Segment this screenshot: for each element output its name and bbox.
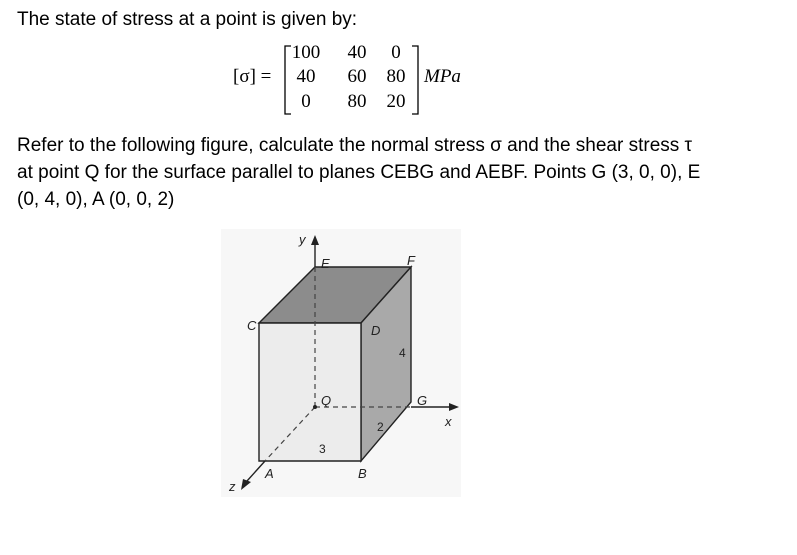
- problem-line: at point Q for the surface parallel to planes CEBG and AEBF. Points G (3, 0, 0), E: [17, 162, 701, 183]
- dimension-width-label: 3: [319, 442, 326, 456]
- dimension-height-label: 4: [399, 346, 406, 360]
- problem-statement: [17, 132, 787, 213]
- matrix-cell: 80: [347, 91, 367, 112]
- unit-label: MPa: [424, 66, 461, 87]
- matrix-cell: 40: [296, 66, 316, 87]
- label-C: C: [247, 318, 257, 333]
- cube-figure: [221, 229, 461, 497]
- stress-tensor-symbol: [σ] =: [233, 66, 272, 87]
- problem-line: (0, 4, 0), A (0, 0, 2): [17, 189, 175, 210]
- front-face: [259, 323, 361, 461]
- matrix-cell: 0: [301, 91, 311, 112]
- problem-line: Refer to the following figure, calculate the normal stress σ and the shear stress τ: [17, 135, 693, 156]
- label-G: G: [417, 393, 428, 408]
- x-axis-label: x: [445, 414, 452, 429]
- matrix-cell: 80: [386, 66, 406, 87]
- y-axis-label: y: [299, 232, 306, 247]
- z-axis-label: z: [229, 479, 236, 494]
- dimension-depth-label: 2: [377, 420, 384, 434]
- label-F: F: [407, 253, 415, 268]
- label-D: D: [371, 323, 381, 338]
- matrix-cell: 100: [291, 42, 321, 63]
- label-Q: Q: [321, 393, 332, 408]
- label-A: A: [265, 466, 274, 481]
- label-B: B: [358, 466, 367, 481]
- intro-text: The state of stress at a point is given by:: [17, 9, 358, 30]
- matrix-cell: 20: [386, 91, 406, 112]
- matrix-right-bracket: [410, 44, 420, 116]
- matrix-cell: 0: [391, 42, 401, 63]
- stress-matrix-equation: [0, 40, 797, 120]
- matrix-cell: 40: [347, 42, 367, 63]
- label-E: E: [321, 256, 330, 271]
- matrix-cell: 60: [347, 66, 367, 87]
- point-q-marker: [313, 405, 317, 409]
